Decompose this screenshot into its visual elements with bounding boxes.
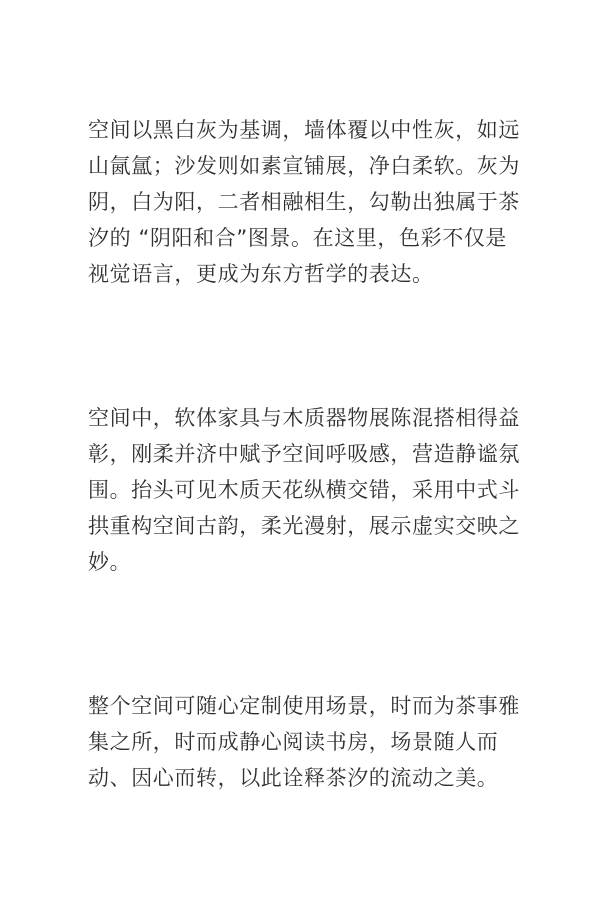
paragraph-color-philosophy: 空间以黑白灰为基调，墙体覆以中性灰，如远山氤氲；沙发则如素宣铺展，净白柔软。灰为阴，白为阳，二者相融相生，勾勒出独属于茶汐的 “阴阳和合”图景。在这里，色彩不仅是视觉语言，更成为东方哲学的表达。 <box>88 118 520 286</box>
paragraph-custom-scenes: 整个空间可随心定制使用场景，时而为茶事雅集之所，时而成静心阅读书房，场景随人而动、因心而转，以此诠释茶汐的流动之美。 <box>88 694 520 790</box>
paragraph-furniture-ceiling: 空间中，软体家具与木质器物展陈混搭相得益彰，刚柔并济中赋予空间呼吸感，营造静谧氛围。抬头可见木质天花纵横交错，采用中式斗拱重构空间古韵，柔光漫射，展示虚实交映之妙。 <box>88 406 520 574</box>
